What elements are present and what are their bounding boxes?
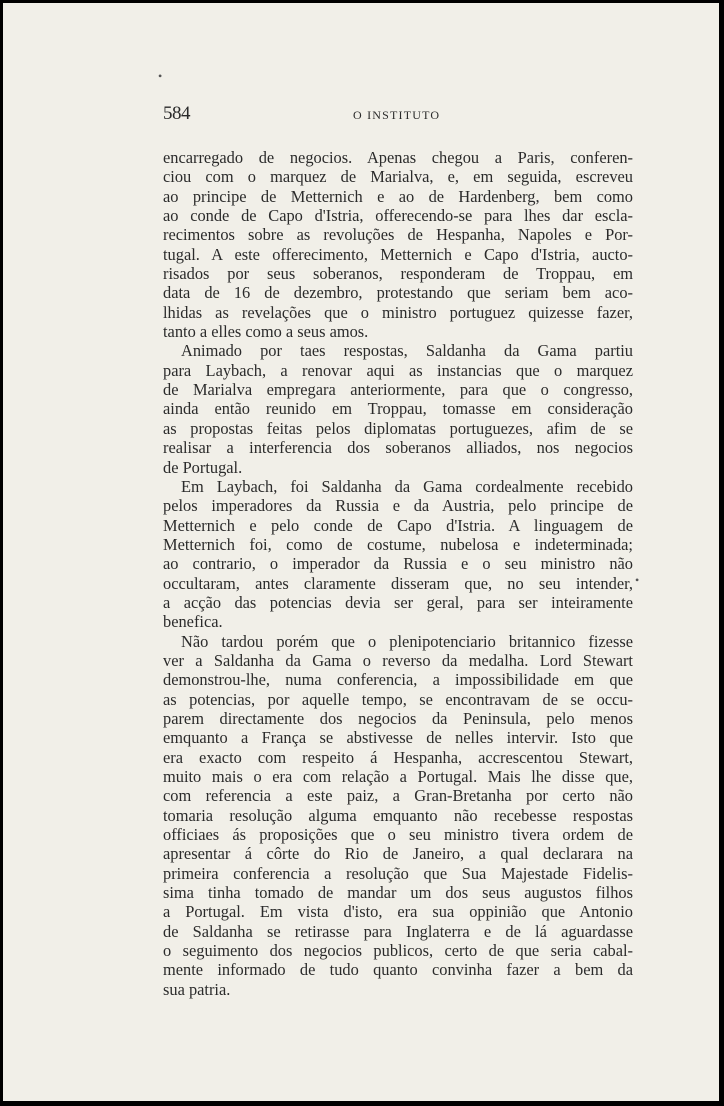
page-number: 584 <box>163 103 190 124</box>
text-line: occultaram, antes claramente disseram que, no seu intender, <box>163 573 633 593</box>
text-line: ainda então reunido em Troppau, tomasse em consideração <box>163 399 633 419</box>
text-line: a Portugal. Em vista d'isto, era sua oppinião que Antonio <box>163 902 633 922</box>
text-line: Animado por taes respostas, Saldanha da Gama partiu <box>181 341 633 361</box>
text-line: pelos imperadores da Russia e da Austria, pelo principe de <box>163 496 633 516</box>
text-line: muito mais o era com relação a Portugal. Mais lhe disse que, <box>163 767 633 786</box>
text-line: encarregado de negocios. Apenas chegou a Paris, conferen- <box>163 148 633 167</box>
text-line: risados por seus soberanos, responderam de Troppau, em <box>163 264 633 284</box>
text-line: sima tinha tomado de mandar um dos seus augustos filhos <box>163 883 633 903</box>
ink-speck: • <box>158 69 163 83</box>
text-line: recimentos sobre as revoluções de Hespanha, Napoles e Por- <box>163 225 633 245</box>
text-line: officiaes ás proposições que o seu ministro tivera ordem de <box>163 825 633 845</box>
text-line: de Portugal. <box>163 457 243 477</box>
text-line: realisar a interferencia dos soberanos alliados, nos negocios <box>163 438 633 458</box>
text-line: para Laybach, a renovar aqui as instancias que o marquez <box>163 360 633 380</box>
text-line: a acção das potencias devia ser geral, para ser inteiramente <box>163 592 633 612</box>
text-line: mente informado de tudo quanto convinha fazer a bem da <box>163 960 633 980</box>
text-line: lhidas as revelações que o ministro portuguez quizesse fazer, <box>163 302 633 322</box>
text-line: ver a Saldanha da Gama o reverso da medalha. Lord Stewart <box>163 650 633 670</box>
running-title: O INSTITUTO <box>353 108 441 122</box>
text-line: Metternich foi, como de costume, nubelosa e indeterminada; <box>163 534 633 554</box>
page-header <box>163 103 635 127</box>
text-line: Metternich e pelo conde de Capo d'Istria. A linguagem de <box>163 515 633 535</box>
text-line: ao contrario, o imperador da Russia e o seu ministro não <box>163 554 633 574</box>
text-line: de Saldanha se retirasse para Inglaterra e de lá aguardasse <box>163 921 633 941</box>
text-line: sua patria. <box>163 979 231 999</box>
text-line: ao principe de Metternich e ao de Hardenberg, bem como <box>163 186 633 206</box>
text-line: ciou com o marquez de Marialva, e, em seguida, escreveu <box>163 167 633 187</box>
margin-mark: • <box>635 573 640 587</box>
text-line: demonstrou-lhe, numa conferencia, a impossibilidade em que <box>163 670 633 690</box>
body-text <box>163 148 633 999</box>
text-line: apresentar á côrte do Rio de Janeiro, a qual declarara na <box>163 844 633 864</box>
text-line: Não tardou porém que o plenipotenciario britannico fizesse <box>181 631 633 651</box>
text-line: data de 16 de dezembro, protestando que seriam bem aco- <box>163 283 633 303</box>
text-line: tomaria resolução alguma emquanto não recebesse respostas <box>163 805 633 825</box>
text-line: ao conde de Capo d'Istria, offerecendo-se para lhes dar escla- <box>163 206 633 226</box>
text-line: era exacto com respeito á Hespanha, accrescentou Stewart, <box>163 747 633 767</box>
text-line: o seguimento dos negocios publicos, certo de que seria cabal- <box>163 941 633 961</box>
text-line: as propostas feitas pelos diplomatas portuguezes, afim de se <box>163 418 633 438</box>
text-line: tugal. A este offerecimento, Metternich e Capo d'Istria, aucto- <box>163 244 633 264</box>
text-line: emquanto a França se abstivesse de nelles intervir. Isto que <box>163 728 633 748</box>
text-line: parem directamente dos negocios da Peninsula, pelo menos <box>163 708 633 728</box>
text-line: benefica. <box>163 612 223 632</box>
book-page <box>3 3 719 1101</box>
text-line: com referencia a este paiz, a Gran-Bretanha por certo não <box>163 786 633 806</box>
text-line: de Marialva empregara anteriormente, para que o congresso, <box>163 380 633 400</box>
text-line: tanto a elles como a seus amos. <box>163 322 369 342</box>
text-line: primeira conferencia a resolução que Sua Majestade Fidelis- <box>163 863 633 883</box>
text-line: Em Laybach, foi Saldanha da Gama cordealmente recebido <box>181 476 633 496</box>
text-line: as potencias, por aquelle tempo, se encontravam de se occu- <box>163 689 633 709</box>
